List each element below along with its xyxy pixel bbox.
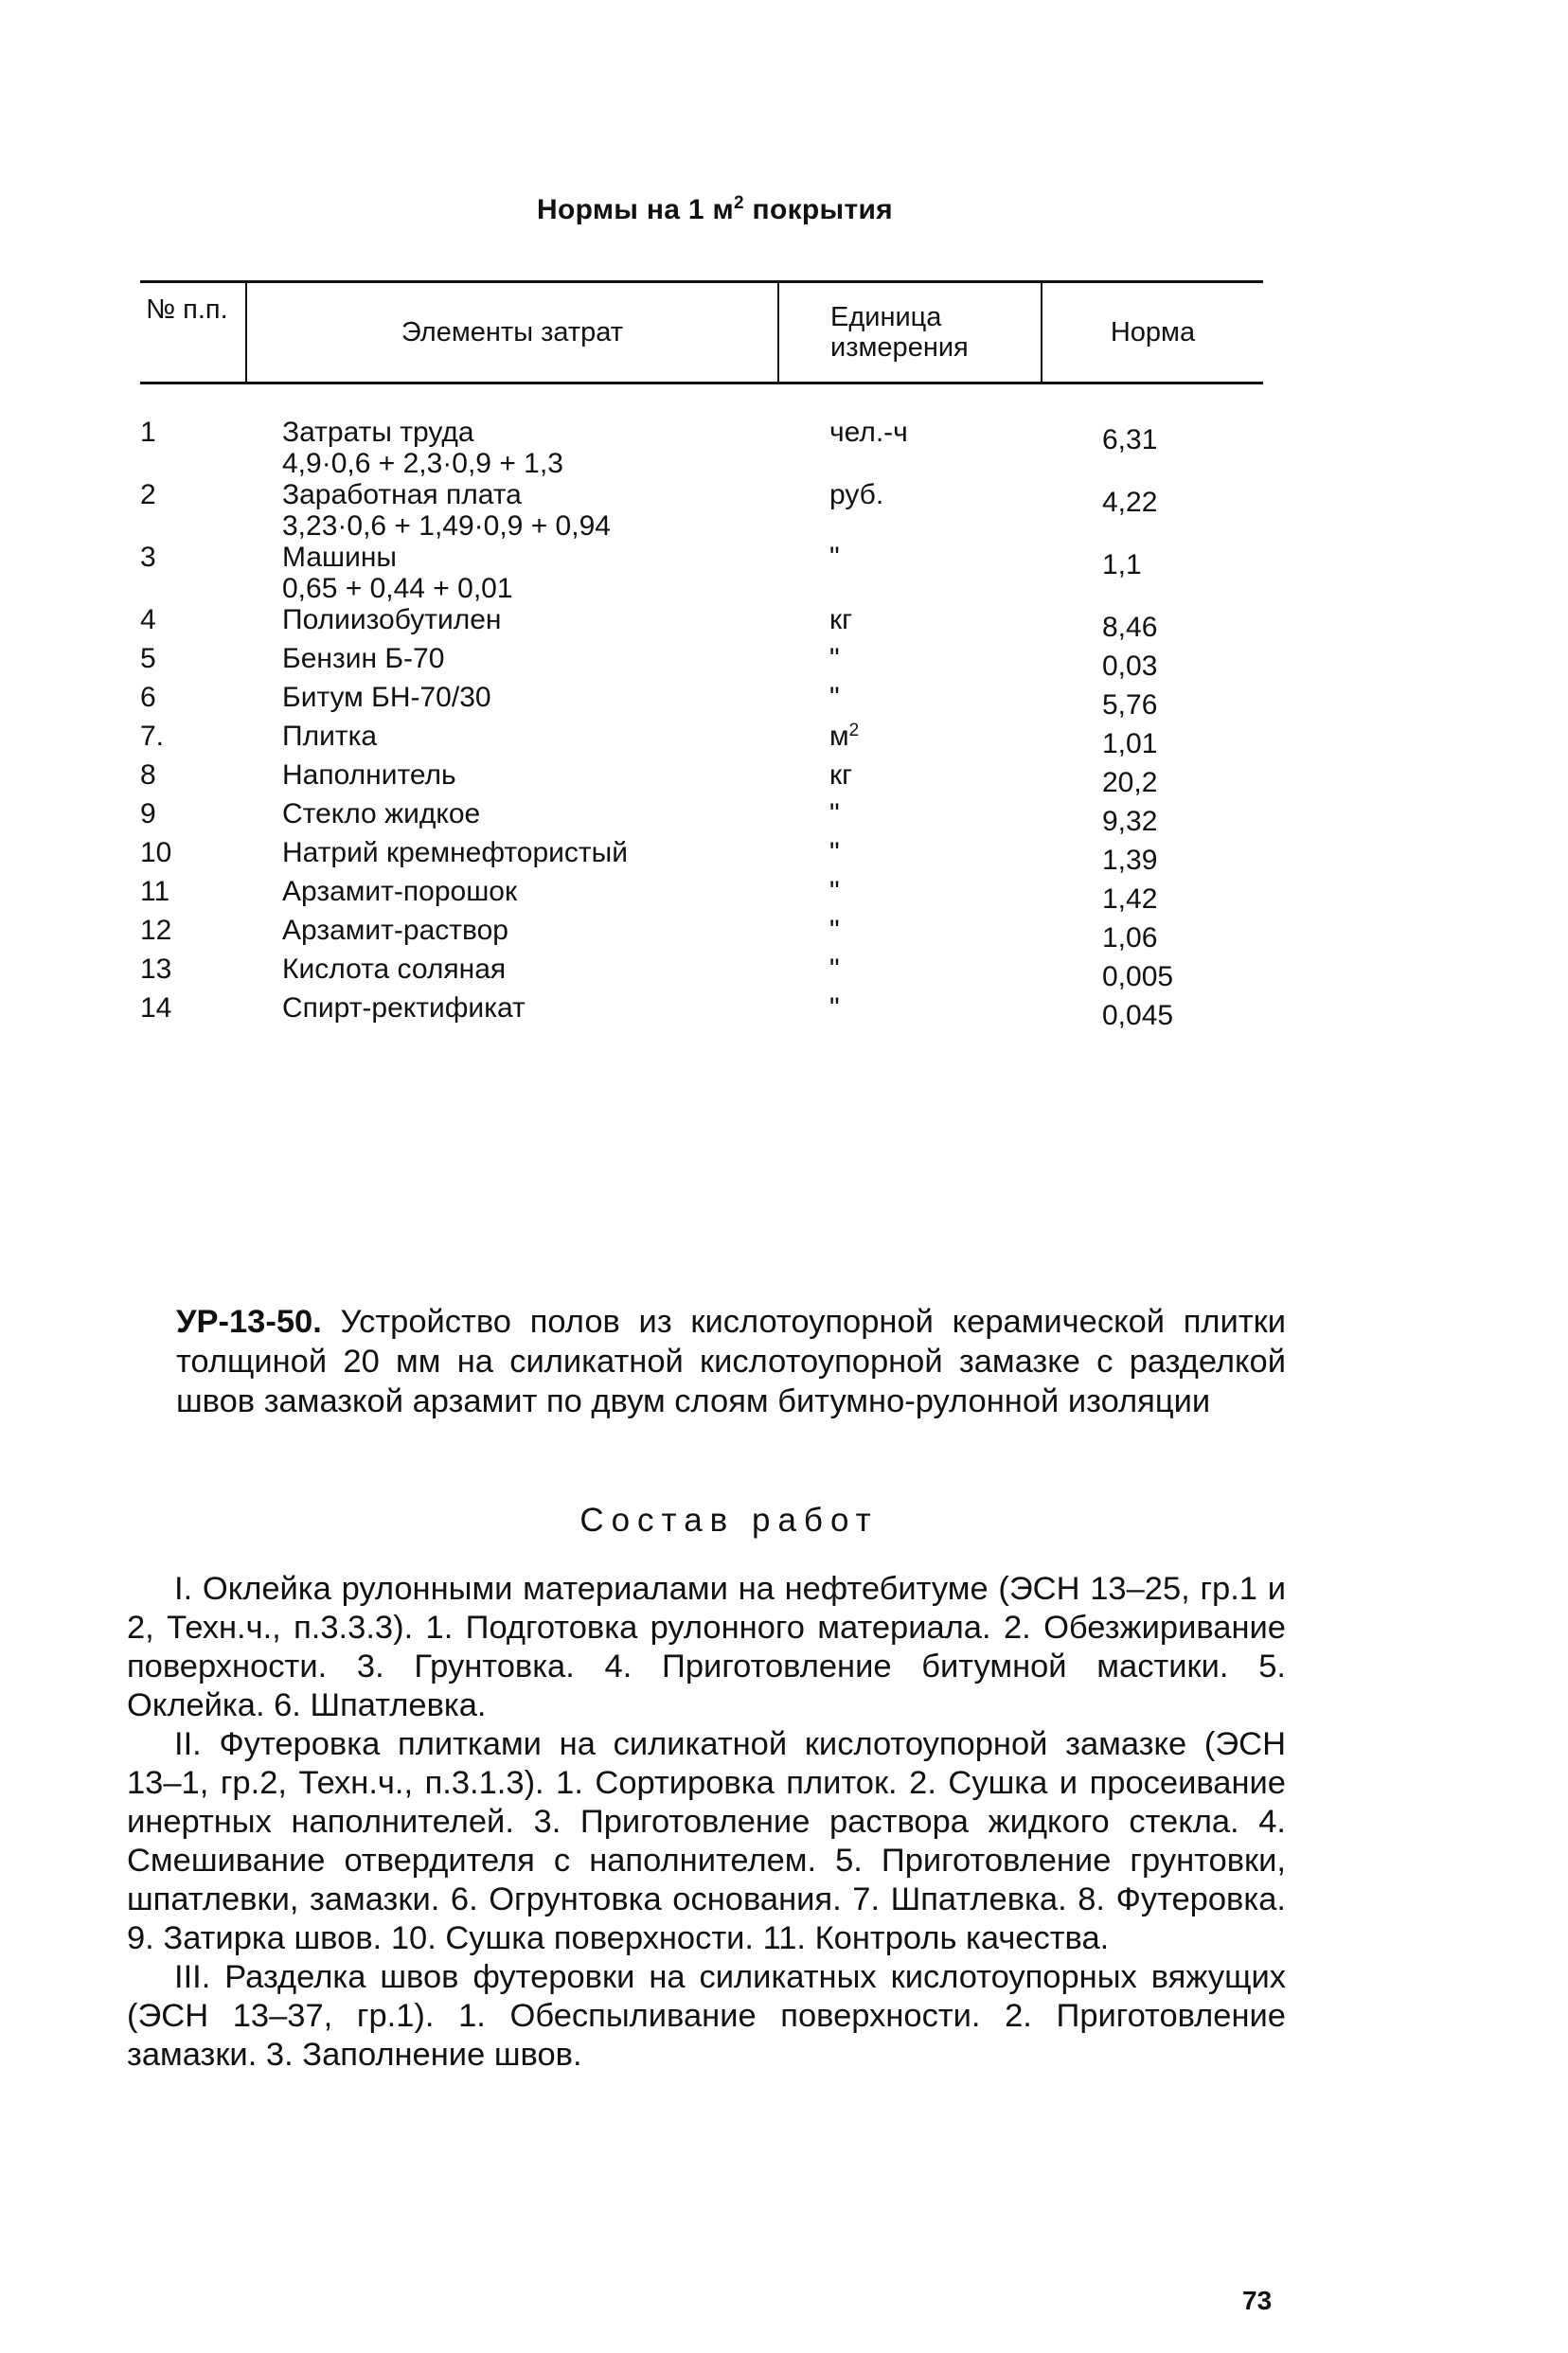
table-row <box>140 837 1263 876</box>
element-name: Битум БН-70/30 <box>282 682 491 713</box>
row-element <box>246 479 778 542</box>
row-element <box>246 383 778 480</box>
table-title <box>0 194 1430 226</box>
table-row <box>140 992 1263 1031</box>
row-element <box>246 837 778 876</box>
element-name: Арзамит-раствор <box>282 915 508 946</box>
unit-text: кг <box>829 604 853 635</box>
row-number: 2 <box>140 479 156 510</box>
work-item <box>127 1570 1286 1725</box>
row-norm: 20,2 <box>1102 767 1158 798</box>
unit-text: " <box>829 542 840 573</box>
unit-text: м <box>829 721 849 752</box>
work-item-number: II. <box>174 1726 202 1762</box>
table-row <box>140 682 1263 721</box>
norms-table-body <box>140 383 1263 1032</box>
row-number: 8 <box>140 759 156 791</box>
row-element <box>246 759 778 798</box>
unit-text: руб. <box>829 479 884 510</box>
row-element <box>246 682 778 721</box>
row-unit <box>778 479 1042 542</box>
row-number: 14 <box>140 992 172 1024</box>
work-description <box>176 1302 1286 1421</box>
unit-text: чел.-ч <box>829 417 908 448</box>
row-element <box>246 604 778 643</box>
row-unit <box>778 798 1042 837</box>
page-number: 73 <box>1242 2286 1273 2315</box>
table-row <box>140 721 1263 759</box>
unit-text: " <box>829 682 840 713</box>
row-unit <box>778 759 1042 798</box>
element-name: Машины <box>282 542 397 573</box>
norms-table <box>140 280 1263 1031</box>
row-norm: 1,06 <box>1102 922 1158 954</box>
table-title-superscript: 2 <box>734 193 744 213</box>
description-text: Устройство полов из кислотоупорной керамической плитки толщиной 20 мм на силикатной кислотоупорной замазке с разделкой швов замазкой арзамит по двум слоям битумно-рулонной изоляции <box>176 1304 1286 1419</box>
element-name: Бензин Б-70 <box>282 643 445 674</box>
norm-code: УР-13-50. <box>176 1304 322 1340</box>
row-unit <box>778 643 1042 682</box>
element-name: Арзамит-порошок <box>282 876 518 907</box>
row-element <box>246 876 778 915</box>
row-element <box>246 954 778 992</box>
row-unit <box>778 837 1042 876</box>
row-number: 11 <box>140 876 170 907</box>
row-norm: 5,76 <box>1102 689 1158 721</box>
header-number: № п.п. <box>140 282 246 383</box>
row-number: 10 <box>140 837 172 868</box>
row-norm: 0,045 <box>1102 1000 1174 1031</box>
row-norm: 9,32 <box>1102 806 1158 837</box>
row-norm: 1,1 <box>1102 549 1142 580</box>
unit-text: " <box>829 992 840 1024</box>
element-name: Стекло жидкое <box>282 798 481 829</box>
row-norm: 8,46 <box>1102 612 1158 643</box>
work-item-text: Разделка швов футеровки на силикатных кислотоупорных вяжущих (ЭСН 13–37, гр.1). 1. Обеспыливание поверхности. 2. Приготовление замазки. 3. Заполнение швов. <box>127 1959 1286 2073</box>
row-norm: 4,22 <box>1102 487 1158 518</box>
table-row <box>140 383 1263 480</box>
unit-text: " <box>829 837 840 868</box>
element-name: Заработная плата <box>282 479 522 510</box>
row-number: 13 <box>140 954 172 985</box>
row-element <box>246 992 778 1031</box>
unit-text: " <box>829 915 840 946</box>
row-unit <box>778 721 1042 759</box>
row-unit <box>778 876 1042 915</box>
row-number: 5 <box>140 643 156 674</box>
table-row <box>140 759 1263 798</box>
row-number: 9 <box>140 798 156 829</box>
element-name: Плитка <box>282 721 378 752</box>
row-element <box>246 721 778 759</box>
table-title-tail: покрытия <box>743 194 893 225</box>
table-row <box>140 604 1263 643</box>
element-name: Натрий кремнефтористый <box>282 837 628 868</box>
table-title-text: Нормы на 1 м <box>537 194 735 225</box>
row-number: 4 <box>140 604 156 635</box>
row-unit <box>778 954 1042 992</box>
table-row <box>140 876 1263 915</box>
work-item <box>127 1725 1286 1958</box>
section-heading: Состав работ <box>579 1502 879 1539</box>
element-name: Наполнитель <box>282 759 456 791</box>
works-list <box>127 1570 1286 2075</box>
row-norm: 6,31 <box>1102 424 1158 455</box>
element-name: Затраты труда <box>282 417 474 448</box>
header-unit: Единица измерения <box>778 282 1042 383</box>
row-number: 6 <box>140 682 156 713</box>
element-name: Кислота соляная <box>282 954 507 985</box>
row-unit <box>778 915 1042 954</box>
row-norm: 1,42 <box>1102 883 1158 915</box>
unit-text: " <box>829 876 840 907</box>
header-norm: Норма <box>1042 282 1263 383</box>
row-number: 3 <box>140 542 156 573</box>
unit-superscript: 2 <box>848 721 860 740</box>
work-item-number: I. <box>174 1571 193 1607</box>
table-row <box>140 954 1263 992</box>
unit-text: " <box>829 954 840 985</box>
row-element <box>246 798 778 837</box>
row-unit <box>778 992 1042 1031</box>
row-element <box>246 915 778 954</box>
row-number: 1 <box>140 417 156 448</box>
row-element <box>246 542 778 604</box>
header-elements: Элементы затрат <box>246 282 778 383</box>
element-formula: 0,65 + 0,44 + 0,01 <box>282 573 513 604</box>
unit-text: " <box>829 798 840 829</box>
row-unit <box>778 542 1042 604</box>
work-item-text: Футеровка плитками на силикатной кислотоупорной замазке (ЭСН 13–1, гр.2, Техн.ч., п.3.1.3). 1. Сортировка плиток. 2. Сушка и просеивание инертных наполнителей. 3. Приготовление раствора жидкого стекла. 4. Смешивание отвердителя с наполнителем. 5. Приготовление грунтовки, шпатлевки, замазки. 6. Огрунтовка основания. 7. Шпатлевка. 8. Футеровка. 9. Затирка швов. 10. Сушка поверхности. 11. Контроль качества. <box>127 1726 1286 1956</box>
table-row <box>140 479 1263 542</box>
unit-text: кг <box>829 759 853 791</box>
element-formula: 4,9·0,6 + 2,3·0,9 + 1,3 <box>282 448 563 479</box>
row-norm: 0,005 <box>1102 961 1174 992</box>
element-formula: 3,23·0,6 + 1,49·0,9 + 0,94 <box>282 510 611 542</box>
element-name: Спирт-ректификат <box>282 992 526 1024</box>
row-number: 7. <box>140 721 165 752</box>
unit-text: " <box>829 643 840 674</box>
work-item-text: Оклейка рулонными материалами на нефтебитуме (ЭСН 13–25, гр.1 и 2, Техн.ч., п.3.3.3). 1. Подготовка рулонного материала. 2. Обезжиривание поверхности. 3. Грунтовка. 4. Приготовление битумной мастики. 5. Оклейка. 6. Шпатлевка. <box>127 1571 1286 1723</box>
table-header-row <box>140 282 1263 383</box>
row-unit <box>778 383 1042 480</box>
row-element <box>246 643 778 682</box>
table-row <box>140 643 1263 682</box>
element-name: Полиизобутилен <box>282 604 502 635</box>
table-row <box>140 798 1263 837</box>
row-norm: 0,03 <box>1102 651 1158 682</box>
row-unit <box>778 604 1042 643</box>
row-unit <box>778 682 1042 721</box>
row-norm: 1,39 <box>1102 845 1158 876</box>
table-row <box>140 915 1263 954</box>
row-norm: 1,01 <box>1102 728 1158 759</box>
work-item <box>127 1958 1286 2075</box>
work-item-number: III. <box>174 1959 211 1995</box>
row-number: 12 <box>140 915 172 946</box>
table-row <box>140 542 1263 604</box>
